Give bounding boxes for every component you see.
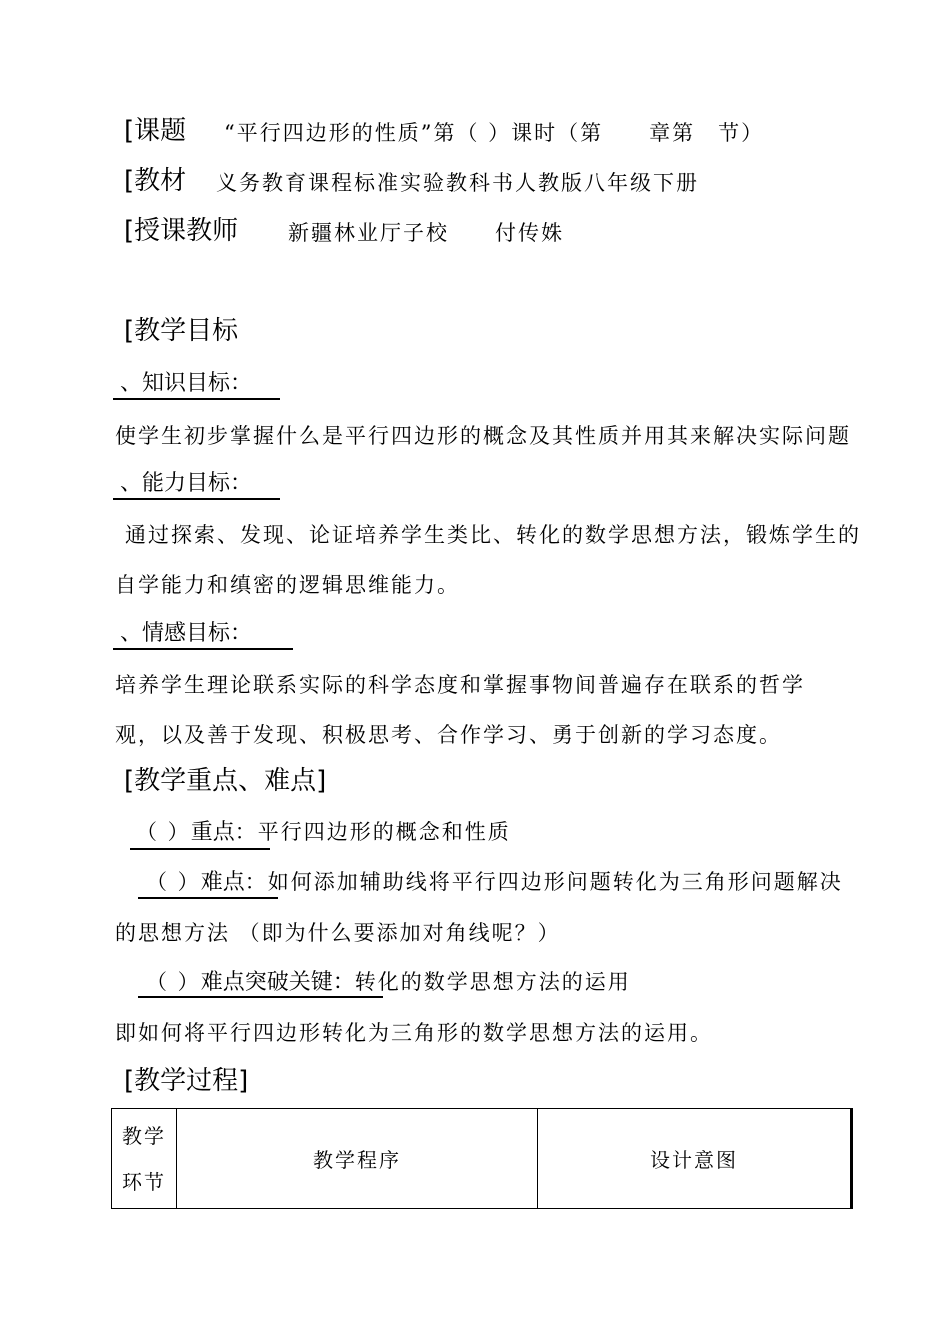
teacher-label: [授课教师 bbox=[124, 216, 239, 246]
difficult-label: 难点 bbox=[200, 870, 245, 895]
difficult-point-line bbox=[146, 865, 843, 896]
difficult-underline bbox=[138, 897, 278, 899]
ability-text-1: 通过探索、发现、论证培养学生类比、转化的数学思想方法，锻炼学生的 bbox=[125, 523, 861, 547]
ability-underline bbox=[113, 498, 280, 500]
table-header-stage bbox=[112, 1109, 177, 1209]
breakthrough-underline bbox=[138, 996, 383, 998]
ability-text-2: 自学能力和缜密的逻辑思维能力。 bbox=[115, 573, 460, 597]
objectives-heading: [教学目标 bbox=[124, 316, 239, 346]
key-label: 重点 bbox=[190, 820, 235, 845]
emotion-text-1: 培养学生理论联系实际的科学态度和掌握事物间普遍存在联系的哲学 bbox=[115, 673, 805, 697]
breakthrough-text: 转化的数学思想方法的运用 bbox=[354, 970, 631, 994]
difficult-prefix: （ ） bbox=[146, 870, 201, 894]
textbook-label: [教材 bbox=[124, 166, 187, 196]
process-heading: [教学过程] bbox=[124, 1066, 249, 1096]
stage-line-1: 教学 bbox=[122, 1123, 166, 1148]
table-header-intent: 设计意图 bbox=[538, 1109, 852, 1209]
breakthrough-prefix: （ ） bbox=[146, 970, 201, 994]
textbook-value: 义务教育课程标准实验教科书人教版八年级下册 bbox=[216, 171, 699, 195]
teacher-value: 新疆林业厅子校 付传姝 bbox=[288, 221, 564, 245]
stage-line-2: 环节 bbox=[122, 1169, 166, 1194]
ability-label: 、能力目标： bbox=[120, 471, 253, 496]
table-header-procedure: 教学程序 bbox=[177, 1109, 538, 1209]
table-row bbox=[112, 1109, 852, 1209]
key-point-line bbox=[136, 815, 511, 846]
knowledge-text: 使学生初步掌握什么是平行四边形的概念及其性质并用其来解决实际问题 bbox=[115, 424, 851, 448]
emotion-label: 、情感目标： bbox=[120, 621, 253, 646]
keypoints-heading: [教学重点、难点] bbox=[124, 766, 327, 796]
process-table bbox=[111, 1108, 853, 1209]
key-prefix: （ ） bbox=[136, 820, 191, 844]
key-text: ：平行四边形的概念和性质 bbox=[234, 820, 511, 844]
difficult-text: ：如何添加辅助线将平行四边形问题转化为三角形问题解决 bbox=[244, 870, 843, 894]
breakthrough-line bbox=[146, 965, 631, 996]
emotion-text-2: 观，以及善于发现、积极思考、合作学习、勇于创新的学习态度。 bbox=[115, 723, 782, 747]
topic-label: [课题 bbox=[124, 116, 187, 146]
breakthrough-label: 难点突破关键： bbox=[200, 970, 355, 995]
emotion-underline bbox=[113, 648, 293, 650]
difficult-text-2: 的思想方法 （即为什么要添加对角线呢？） bbox=[115, 921, 561, 945]
knowledge-label: 、知识目标： bbox=[120, 371, 253, 396]
topic-value: “平行四边形的性质”第（ ）课时（第 章第 节） bbox=[224, 121, 765, 145]
key-underline bbox=[130, 848, 270, 850]
knowledge-underline bbox=[113, 398, 280, 400]
breakthrough-text-2: 即如何将平行四边形转化为三角形的数学思想方法的运用。 bbox=[115, 1021, 713, 1045]
